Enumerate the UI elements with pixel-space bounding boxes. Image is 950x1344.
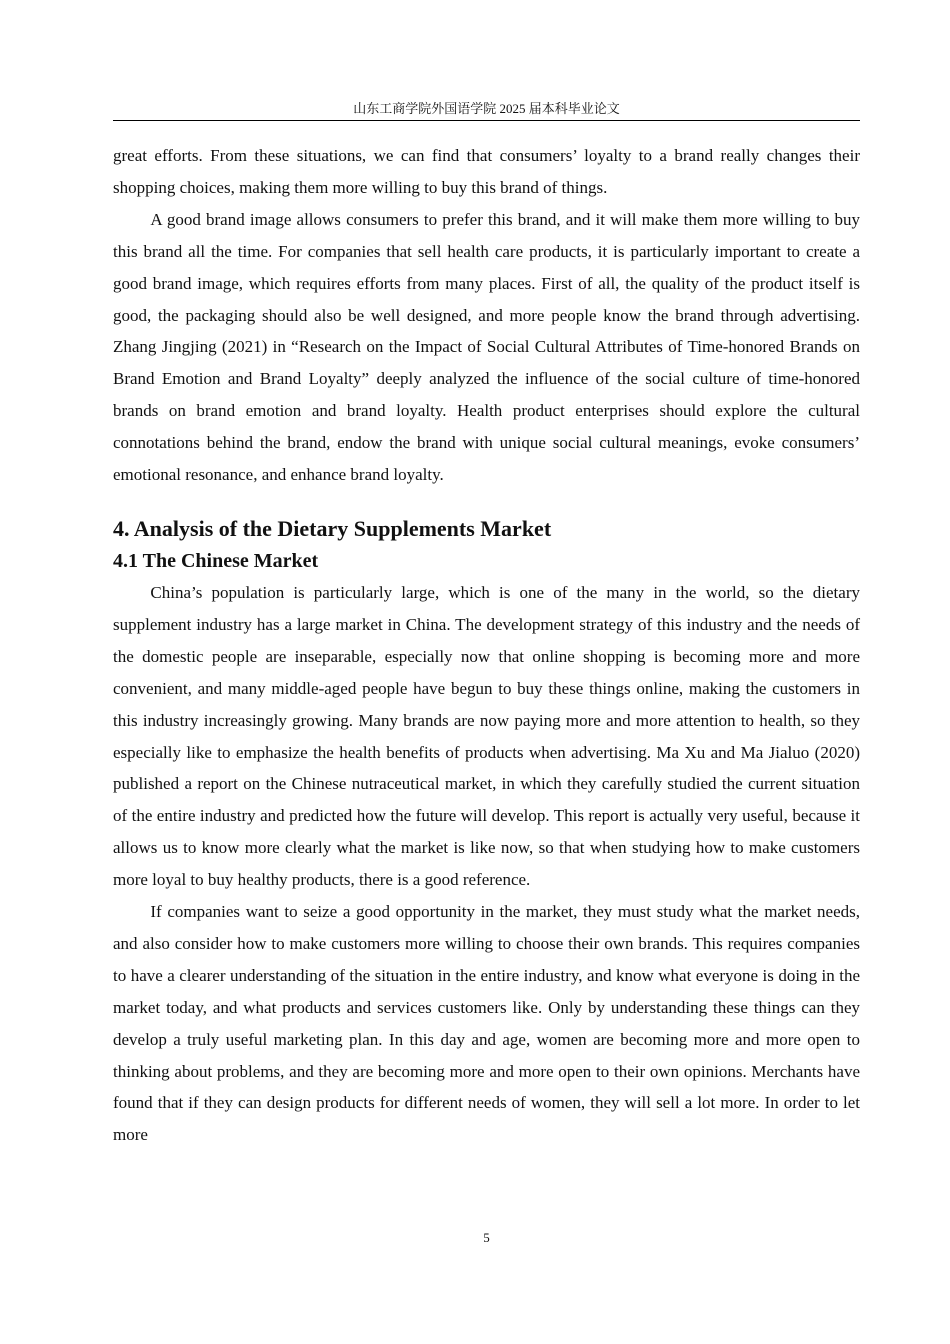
- paragraph-brand-image: A good brand image allows consumers to prefer this brand, and it will make them more willing to buy this brand all the time. For companies that sell health care products, it is particularly important to create a good brand image, which requires efforts from many places. First of all, the quality of the product itself is good, the packaging should also be well designed, and more people know the brand through advertising. Zhang Jingjing (2021) in “Research on the Impact of Social Cultural Attributes of Time-honored Brands on Brand Emotion and Brand Loyalty” deeply analyzed the influence of the social culture of time-honored brands on brand emotion and brand loyalty. Health product enterprises should explore the cultural connotations behind the brand, endow the brand with unique social cultural meanings, evoke consumers’ emotional resonance, and enhance brand loyalty.: [113, 209, 860, 485]
- paragraph-continued: great efforts. From these situations, we can find that consumers’ loyalty to a brand really changes their shopping choices, making them more willing to buy this brand of things.: [113, 146, 860, 197]
- page-body: [113, 140, 860, 1151]
- page-number: 5: [483, 1230, 490, 1245]
- paragraph-market-opportunity: If companies want to seize a good opportunity in the market, they must study what the market needs, and also consider how to make customers more willing to choose their own brands. This requires companies to have a clearer understanding of the situation in the entire industry, and know what everyone is doing in the market today, and what products and services customers like. Only by understanding these things can they develop a truly useful marketing plan. In this day and age, women are becoming more and more open to thinking about problems, and they are becoming more and more open to their own opinions. Merchants have found that if they can design products for different needs of women, they will sell a lot more. In order to let more: [113, 902, 860, 1145]
- page-header: 山东工商学院外国语学院 2025 届本科毕业论文: [113, 100, 860, 121]
- paragraph-chinese-market: China’s population is particularly large, which is one of the many in the world, so the dietary supplement industry has a large market in China. The development strategy of this industry and the needs of the domestic people are inseparable, especially now that online shopping is becoming more and more convenient, and many middle-aged people have begun to buy these things online, making the customers in this industry increasingly growing. Many brands are now paying more and more attention to health, so they especially like to emphasize the health benefits of products when advertising. Ma Xu and Ma Jialuo (2020) published a report on the Chinese nutraceutical market, in which they carefully studied the current situation of the entire industry and predicted how the future will develop. This report is actually very useful, because it allows us to know more clearly what the market is like now, so that when studying how to make customers more loyal to buy healthy products, there is a good reference.: [113, 582, 860, 890]
- section-heading: 4. Analysis of the Dietary Supplements Market: [113, 515, 552, 541]
- subsection-heading: 4.1 The Chinese Market: [113, 549, 319, 572]
